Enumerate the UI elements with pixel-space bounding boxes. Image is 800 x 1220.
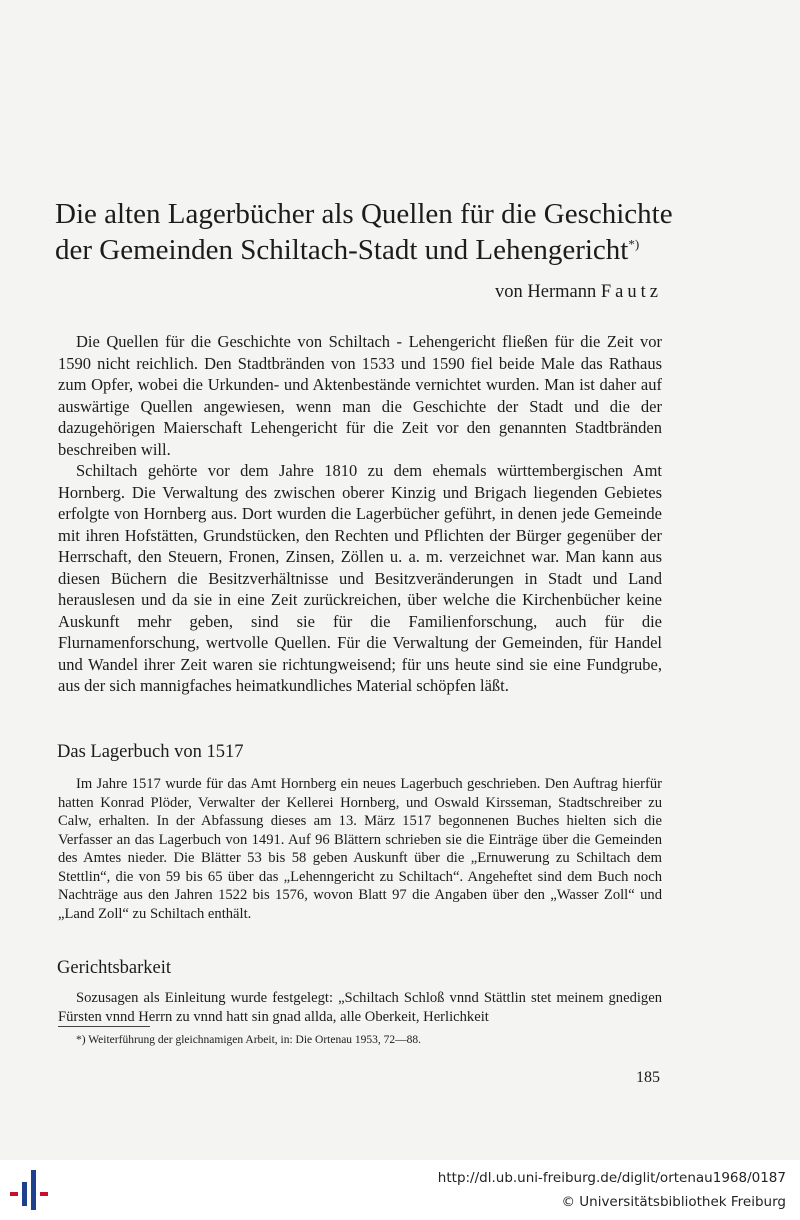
section-heading-lagerbuch: Das Lagerbuch von 1517 [57, 742, 244, 762]
permalink-url[interactable]: http://dl.ub.uni-freiburg.de/diglit/ortenau1968/0187 [437, 1170, 786, 1186]
author-line [495, 282, 662, 303]
article-title [55, 196, 735, 268]
title-footnote-marker: *) [628, 236, 640, 252]
paragraph-gerichtsbarkeit: Sozusagen als Einleitung wurde festgelegt: „Schiltach Schloß vnnd Stättlin stet meinem gnedigen Fürsten vnnd Herrn zu vnnd hatt sin gnad allda, alle Oberkeit, Herlichkeit [58, 990, 662, 1025]
section-text-lagerbuch [58, 775, 662, 923]
footnote-divider [58, 1026, 150, 1027]
title-line-1: Die alten Lagerbücher als Quellen für die Geschichte [55, 198, 673, 230]
section-heading-gerichtsbarkeit: Gerichtsbarkeit [57, 958, 172, 978]
paragraph-lagerbuch: Im Jahre 1517 wurde für das Amt Hornberg ein neues Lagerbuch geschrieben. Den Auftrag hierfür hatten Konrad Plöder, Verwalter der Kellerei Hornberg, und Oswald Kirsseman, Stadtschreiber zu Calw, erhalten. In der Abfassung dieses am 13. März 1517 begonnenen Buches hielten sich die Verfasser an das Lagerbuch von 1491. Auf 96 Blättern schrieben sie die Einträge über die Gemeinden des Amtes nieder. Die Blätter 53 bis 58 geben Auskunft über die „Ernuwerung zu Schiltach dem Stettlin“, die von 59 bis 65 über das „Lehenngericht zu Schiltach“. Angeheftet sind dem Buch noch Nachträge aus den Jahren 1522 bis 1576, wovon Blatt 97 die Angaben über den „Wasser Zoll“ und „Land Zoll“ zu Schiltach enthält. [58, 776, 662, 922]
paragraph-2: Schiltach gehörte vor dem Jahre 1810 zu dem ehemals württembergischen Amt Hornberg. Die Verwaltung des zwischen oberer Kinzig und Brigach liegenden Gebietes erfolgte von Hornberg aus. Dort wurden die Lagerbücher geführt, in denen jede Gemeinde mit ihren Hofstätten, Grundstücken, den Rechten und Pflichten der Bürger gegenüber der Herrschaft, den Steuern, Fronen, Zinsen, Zöllen u. a. m. verzeichnet war. Man kann aus diesen Büchern die Besitzverhältnisse und Besitzveränderungen in Stadt und Land herauslesen und da sie in eine Zeit zurückreichen, über welche die Kirchenbücher keine Auskunft mehr geben, sind sie für die Familienforschung, auch für die Flurnamenforschung, wertvolle Quellen. Für die Verwaltung der Gemeinden, für Handel und Wandel ihrer Zeit waren sie richtungweisend; für uns heute sind sie eine Fundgrube, aus der sich mannigfaches heimatkundliches Material schöpfen läßt. [58, 461, 662, 695]
intro-text [58, 331, 662, 697]
author-surname: Fautz [600, 282, 662, 302]
author-prefix: von Hermann [495, 282, 597, 302]
footnote: *) Weiterführung der gleichnamigen Arbeit, in: Die Ortenau 1953, 72—88. [76, 1034, 422, 1046]
copyright-notice: © Universitätsbibliothek Freiburg [561, 1194, 786, 1210]
ub-freiburg-logo-icon[interactable] [6, 1168, 54, 1212]
page-number: 185 [636, 1069, 660, 1086]
paragraph-1: Die Quellen für die Geschichte von Schiltach - Lehengericht fließen für die Zeit vor 1590 nicht reichlich. Den Stadtbränden von 1533 und 1590 fiel beide Male das Rathaus zum Opfer, wobei die Urkunden- und Aktenbestände vernichtet wurden. Man ist daher auf auswärtige Quellen angewiesen, wenn man die Geschichte der Stadt und die der dazugehörigen Maierschaft Lehengericht für die Zeit vor den genannten Stadtbränden beschreiben will. [58, 332, 662, 459]
title-line-2: der Gemeinden Schiltach-Stadt und Lehengericht [55, 234, 629, 266]
section-text-gerichtsbarkeit [58, 989, 662, 1026]
viewer-footer [0, 1160, 800, 1220]
